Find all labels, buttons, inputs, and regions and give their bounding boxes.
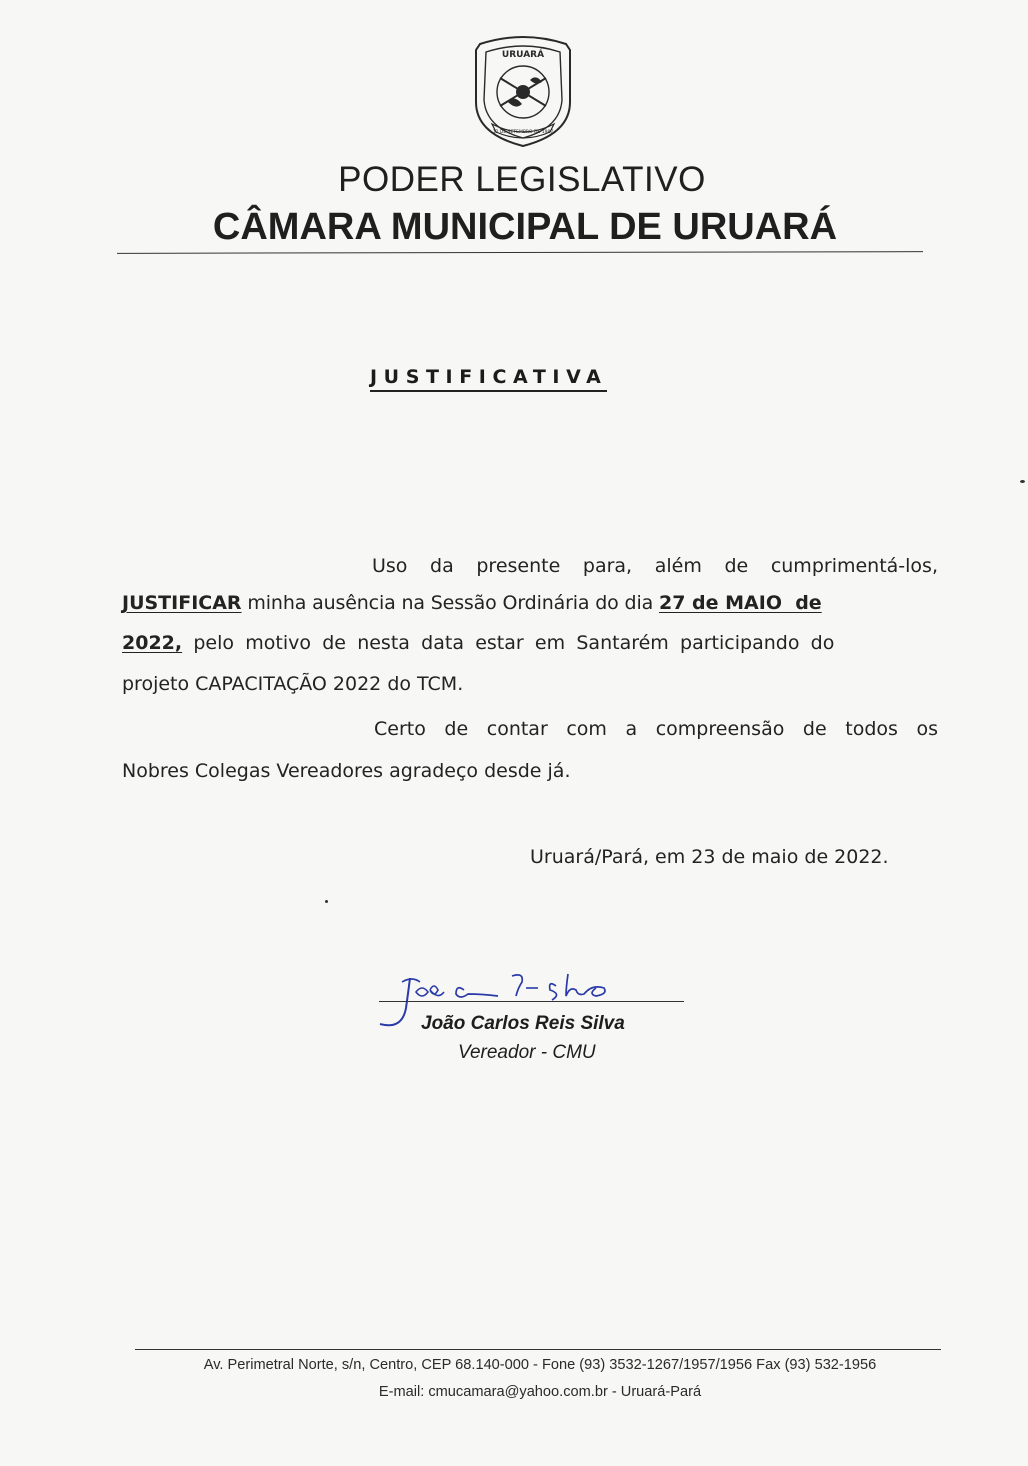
signer-name: João Carlos Reis Silva: [421, 1013, 625, 1034]
scan-artifact: [325, 900, 328, 903]
body-paragraph-1-line-1: Uso da presente para, além de cumprimentá-los,: [372, 555, 938, 577]
body-paragraph-2-line-2: Nobres Colegas Vereadores agradeço desde já.: [122, 760, 571, 782]
session-year-emphasis: 2022,: [122, 632, 183, 654]
header-divider: [117, 251, 923, 254]
body-paragraph-1-line-4: projeto CAPACITAÇÃO 2022 do TCM.: [122, 673, 464, 695]
header-poder-legislativo: PODER LEGISLATIVO: [338, 160, 706, 199]
session-date-emphasis: 27 de MAIO de: [658, 592, 822, 614]
footer-address: Av. Perimetral Norte, s/n, Centro, CEP 68.140-000 - Fone (93) 3532-1267/1957/1956 Fax (93) 532-1956: [203, 1357, 877, 1373]
body-paragraph-2-line-1: Certo de contar com a compreensão de todos os: [374, 718, 938, 740]
svg-text:12 DE SETEMBRO DE 1987: 12 DE SETEMBRO DE 1987: [492, 130, 554, 135]
svg-text:URUARÁ: URUARÁ: [501, 50, 545, 60]
municipal-seal-icon: [470, 30, 576, 148]
place-and-date: Uruará/Pará, em 23 de maio de 2022.: [530, 846, 889, 868]
signer-role: Vereador - CMU: [458, 1042, 596, 1063]
document-title: JUSTIFICATIVA: [370, 366, 607, 392]
scan-artifact: [1020, 480, 1025, 483]
body-paragraph-1-line-2: JUSTIFICAR minha ausência na Sessão Ordinária do dia 27 de MAIO de: [122, 592, 822, 614]
header-camara-municipal: CÂMARA MUNICIPAL DE URUARÁ: [212, 206, 838, 248]
body-paragraph-1-line-3: 2022, pelo motivo de nesta data estar em Santarém participando do: [122, 632, 835, 654]
footer-divider: [135, 1349, 941, 1350]
justificar-emphasis: JUSTIFICAR: [122, 592, 242, 614]
signature-line: [379, 1001, 684, 1002]
footer-email: E-mail: cmucamara@yahoo.com.br - Uruará-Pará: [378, 1384, 702, 1400]
